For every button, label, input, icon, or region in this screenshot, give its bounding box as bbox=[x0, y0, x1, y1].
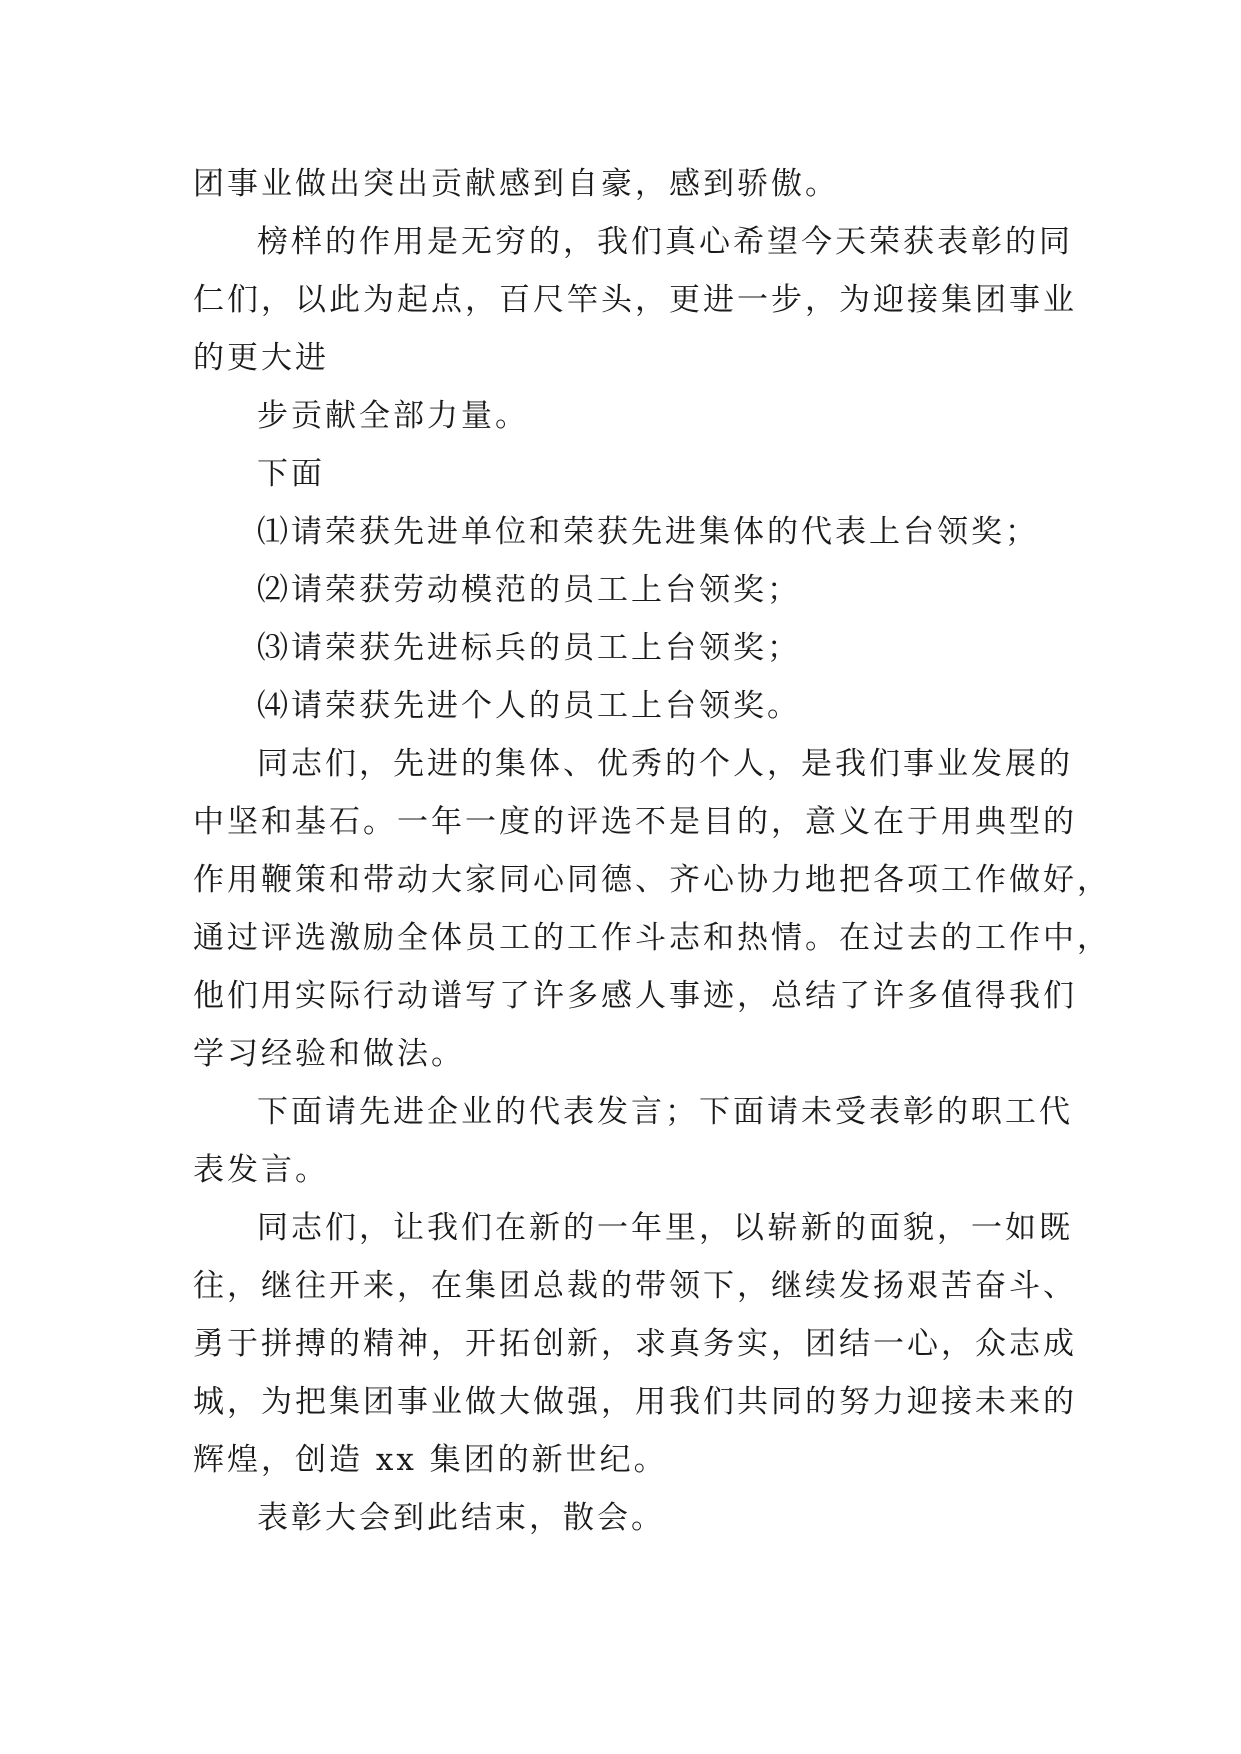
text-line: 作用鞭策和带动大家同心同德、齐心协力地把各项工作做好， bbox=[193, 862, 1111, 898]
list-item: ⑵请荣获劳动模范的员工上台领奖； bbox=[257, 572, 801, 608]
text-line: 表发言。 bbox=[193, 1152, 329, 1188]
text-line: 仁们，以此为起点，百尺竿头，更进一步，为迎接集团事业 bbox=[193, 282, 1077, 318]
text-line: 学习经验和做法。 bbox=[193, 1036, 465, 1072]
text-line: 表彰大会到此结束，散会。 bbox=[257, 1500, 665, 1536]
text-line: 辉煌，创造 xx 集团的新世纪。 bbox=[193, 1442, 668, 1478]
text-line: 榜样的作用是无穷的，我们真心希望今天荣获表彰的同 bbox=[257, 224, 1073, 260]
text-line: 下面 bbox=[257, 456, 325, 492]
text-line: 同志们，让我们在新的一年里，以崭新的面貌，一如既 bbox=[257, 1210, 1073, 1246]
list-item: ⑴请荣获先进单位和荣获先进集体的代表上台领奖； bbox=[257, 514, 1039, 550]
text-line: 步贡献全部力量。 bbox=[257, 398, 529, 434]
text-line: 下面请先进企业的代表发言；下面请未受表彰的职工代 bbox=[257, 1094, 1073, 1130]
text-line: 城，为把集团事业做大做强，用我们共同的努力迎接未来的 bbox=[193, 1384, 1077, 1420]
list-item: ⑷请荣获先进个人的员工上台领奖。 bbox=[257, 688, 801, 724]
text-line: 同志们，先进的集体、优秀的个人，是我们事业发展的 bbox=[257, 746, 1073, 782]
text-line: 勇于拼搏的精神，开拓创新，求真务实，团结一心，众志成 bbox=[193, 1326, 1077, 1362]
text-line: 往，继往开来，在集团总裁的带领下，继续发扬艰苦奋斗、 bbox=[193, 1268, 1077, 1304]
text-line: 中坚和基石。一年一度的评选不是目的，意义在于用典型的 bbox=[193, 804, 1077, 840]
document-body bbox=[193, 155, 1111, 1547]
text-line: 通过评选激励全体员工的工作斗志和热情。在过去的工作中， bbox=[193, 920, 1111, 956]
list-item: ⑶请荣获先进标兵的员工上台领奖； bbox=[257, 630, 801, 666]
text-line: 团事业做出突出贡献感到自豪，感到骄傲。 bbox=[193, 166, 839, 202]
text-line: 他们用实际行动谱写了许多感人事迹，总结了许多值得我们 bbox=[193, 978, 1077, 1014]
text-line: 的更大进 bbox=[193, 340, 329, 376]
